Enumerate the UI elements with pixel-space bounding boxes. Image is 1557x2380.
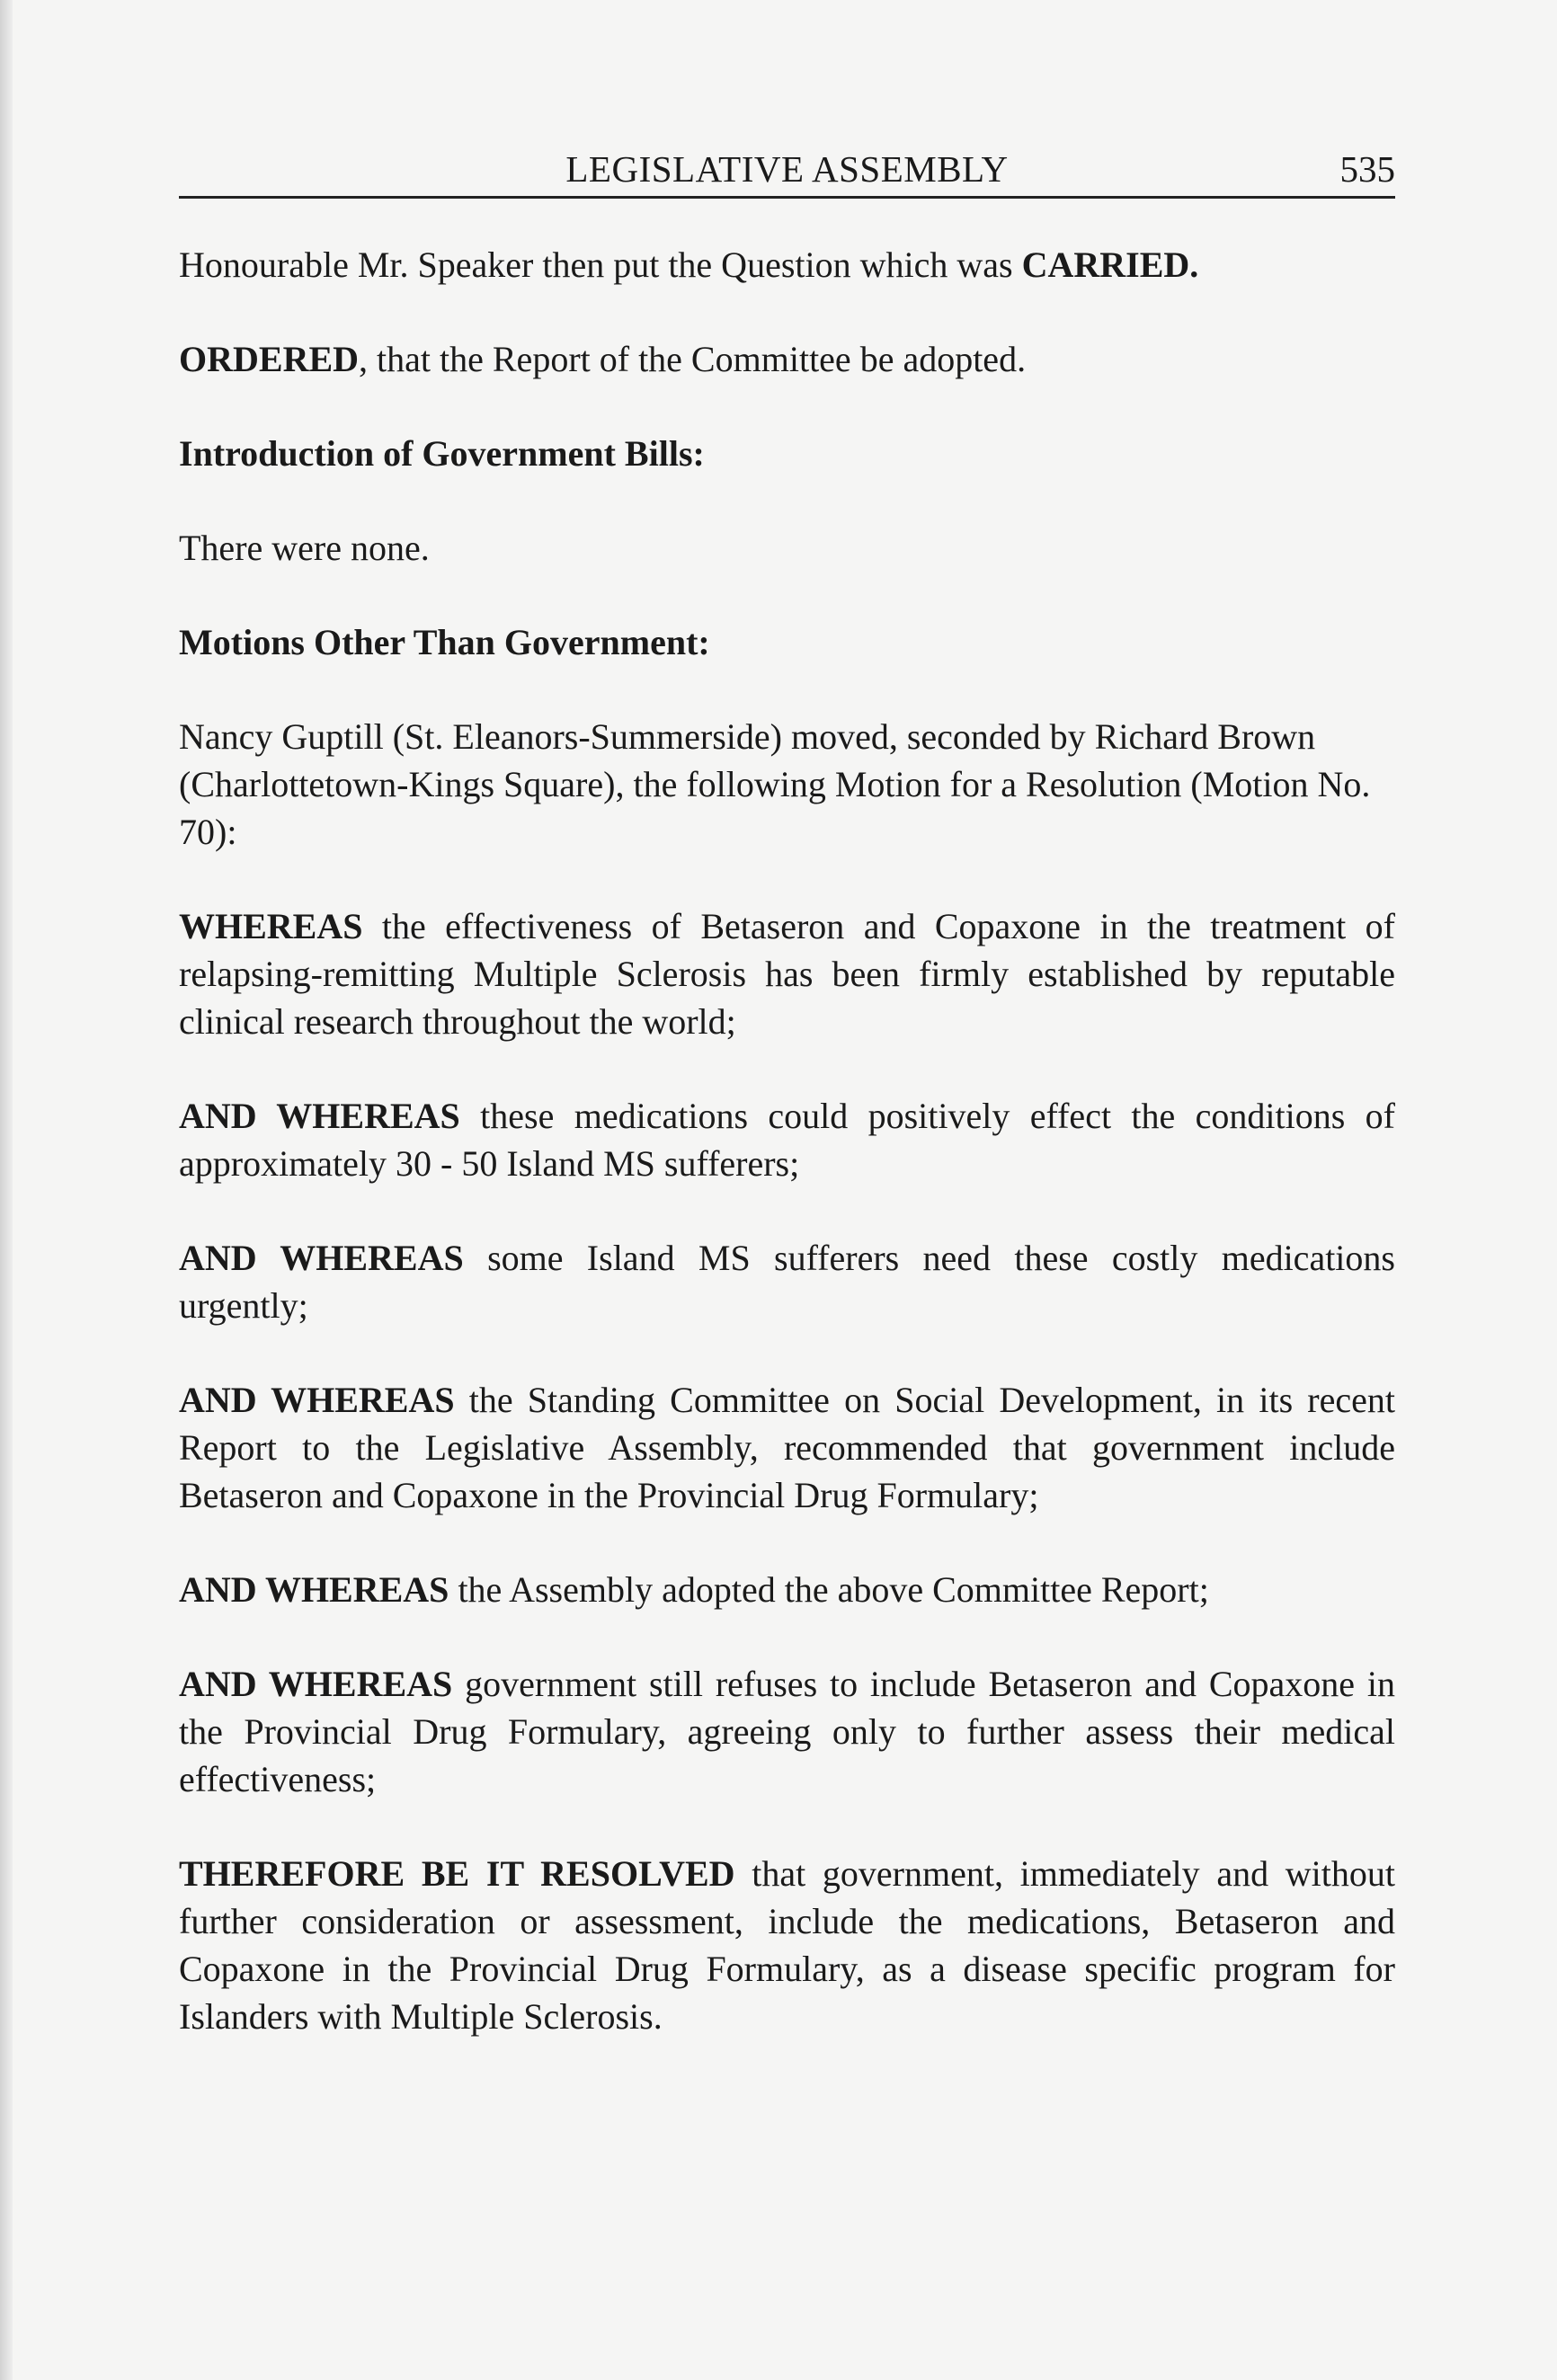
clause-lead: WHEREAS [179,906,363,946]
page-number: 535 [1339,148,1395,190]
clause-text: government still refuses to include Betaseron and Copaxone in the Provincial Drug Formulary, agreeing only to further assess their medical effectiveness; [179,1664,1395,1799]
clause-text: the Assembly adopted the above Committee Report; [449,1569,1209,1610]
clause-text: these medications could positively effect the conditions of approximately 30 - 50 Island MS sufferers; [179,1096,1396,1184]
paragraph-text: , that the Report of the Committee be adopted. [359,339,1027,379]
resolved-clause [179,1850,1395,2040]
clause-lead: AND WHEREAS [179,1096,460,1136]
motion-intro-paragraph: Nancy Guptill (St. Eleanors-Summerside) moved, seconded by Richard Brown (Charlottetown-Kings Square), the following Motion for a Resolution (Motion No. 70): [179,716,1371,852]
running-title: LEGISLATIVE ASSEMBLY [565,148,1009,190]
clause-text: the Standing Committee on Social Development, in its recent Report to the Legislative Assembly, recommended that government include Betaseron and Copaxone in the Provincial Drug Formulary; [179,1380,1395,1515]
paragraph-end: . [1189,244,1199,285]
paragraph-text: Honourable Mr. Speaker then put the Question which was [179,244,1022,285]
whereas-clause-4 [179,1376,1395,1519]
ordered-paragraph [179,335,1395,383]
section-heading-motions: Motions Other Than Government: [179,622,710,662]
clause-lead: AND WHEREAS [179,1664,453,1704]
whereas-clause-5 [179,1566,1395,1613]
whereas-clause-6 [179,1660,1395,1803]
ordered-label: ORDERED [179,339,360,379]
scan-shadow-edge [0,0,13,2380]
clause-lead: THEREFORE BE IT RESOLVED [179,1853,735,1894]
page-body [179,241,1395,2087]
whereas-clause-2 [179,1092,1395,1187]
carried-label: CARRIED [1021,244,1190,285]
whereas-clause-3 [179,1234,1395,1329]
none-paragraph: There were none. [179,528,430,568]
clause-lead: AND WHEREAS [179,1380,455,1420]
clause-lead: AND WHEREAS [179,1238,464,1278]
page-header [179,142,1395,199]
clause-text: that government, immediately and without further consideration or assessment, include the medications, Betaseron and Copaxone in the Provincial Drug Formulary, as a disease specific program for Islanders with Multiple Sclerosis. [179,1853,1395,2037]
speaker-question-paragraph [179,241,1395,289]
clause-lead: AND WHEREAS [179,1569,449,1610]
whereas-clause-1 [179,902,1395,1045]
section-heading-government-bills: Introduction of Government Bills: [179,433,705,474]
clause-text: some Island MS sufferers need these costly medications urgently; [179,1238,1395,1326]
clause-text: the effectiveness of Betaseron and Copaxone in the treatment of relapsing-remitting Multiple Sclerosis has been firmly established by reputable clinical research throughout the world; [179,906,1395,1042]
